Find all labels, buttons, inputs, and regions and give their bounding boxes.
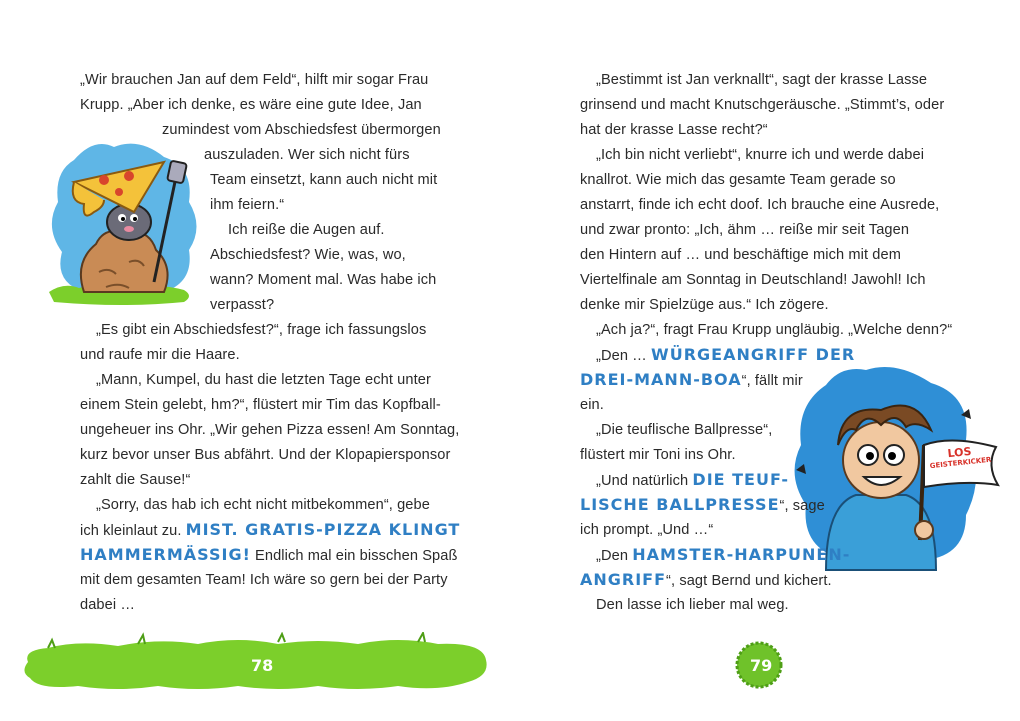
body-text: und raufe mir die Haare.	[80, 347, 240, 363]
text-line	[596, 595, 789, 615]
boy-flag-illustration	[786, 355, 1000, 575]
text-line	[580, 370, 803, 391]
text-line	[580, 445, 736, 465]
text-line	[596, 70, 927, 90]
text-line	[596, 470, 789, 491]
highlight-text: DREI-MANN-BOA	[580, 370, 742, 389]
text-line	[80, 470, 190, 490]
text-line	[580, 520, 713, 540]
flag-text: LOS GEISTERKICKER	[929, 444, 992, 471]
text-line	[210, 170, 437, 190]
body-text: denke mir Spielzüge aus.“ Ich zögere.	[580, 297, 829, 313]
body-text: „Sorry, das hab ich echt nicht mitbekommen“, gebe	[96, 497, 430, 513]
body-text: wann? Moment mal. Was habe ich	[210, 272, 437, 288]
body-text: „Den …	[596, 348, 652, 364]
body-text: ein.	[580, 397, 604, 413]
text-line	[96, 495, 430, 515]
text-line	[80, 520, 460, 541]
text-line	[204, 145, 410, 165]
text-line	[580, 270, 926, 290]
text-line	[596, 545, 850, 566]
text-line	[580, 570, 832, 591]
text-line	[80, 545, 458, 566]
body-text: „Bestimmt ist Jan verknallt“, sagt der krasse Lasse	[596, 72, 928, 88]
body-text: Den lasse ich lieber mal weg.	[596, 597, 789, 613]
mole-pizza-illustration	[44, 132, 204, 308]
body-text: knallrot. Wie mich das gesamte Team gerade so	[580, 172, 896, 188]
body-text: Viertelfinale am Sonntag in Deutschland! Jawohl! Ich	[580, 272, 926, 288]
text-line	[580, 195, 939, 215]
body-text: einem Stein gelebt, hm?“, flüstert mir Tim das Kopfball-	[80, 397, 441, 413]
body-text: mit dem gesamten Team! Ich wäre so gern bei der Party	[80, 572, 448, 588]
body-text: Team einsetzt, kann auch nicht mit	[210, 172, 438, 188]
text-line	[580, 245, 901, 265]
body-text: ich prompt. „Und …“	[580, 522, 714, 538]
body-text: „Ach ja?“, fragt Frau Krupp ungläubig. „Welche denn?“	[596, 322, 953, 338]
body-text: zahlt die Sause!“	[80, 472, 191, 488]
highlight-text: HAMSTER-HARPUNEN-	[632, 545, 851, 564]
text-line	[80, 445, 450, 465]
body-text: “, sagt Bernd und kichert.	[666, 573, 832, 589]
text-line	[210, 195, 284, 215]
text-line	[80, 395, 441, 415]
body-text: “, sage	[779, 498, 825, 514]
highlight-text: LISCHE BALLPRESSE	[580, 495, 780, 514]
text-line	[596, 145, 924, 165]
body-text: auszuladen. Wer sich nicht fürs	[204, 147, 410, 163]
body-text: „Und natürlich	[596, 473, 693, 489]
body-text: hat der krasse Lasse recht?“	[580, 122, 768, 138]
body-text: zumindest vom Abschiedsfest übermorgen	[162, 122, 441, 138]
body-text: kurz bevor unser Bus abfährt. Und der Klopapiersponsor	[80, 447, 451, 463]
body-text: Ich reiße die Augen auf.	[228, 222, 385, 238]
body-text: “, fällt mir	[741, 373, 803, 389]
body-text: dabei …	[80, 597, 136, 613]
body-text: und zwar pronto: „Ich, ähm … reiße mir seit Tagen	[580, 222, 910, 238]
body-text: „Die teuflische Ballpresse“,	[596, 422, 773, 438]
text-line	[596, 320, 952, 340]
body-text: ungeheuer ins Ohr. „Wir gehen Pizza essen! Am Sonntag,	[80, 422, 460, 438]
body-text: ihm feiern.“	[210, 197, 285, 213]
text-line	[96, 370, 431, 390]
text-line	[580, 495, 825, 516]
body-text: „Ich bin nicht verliebt“, knurre ich und werde dabei	[596, 147, 925, 163]
body-text: ich kleinlaut zu.	[80, 523, 186, 539]
text-line	[80, 570, 448, 590]
page-number-right: 79	[750, 656, 773, 675]
body-text: Abschiedsfest? Wie, was, wo,	[210, 247, 406, 263]
body-text: grinsend und macht Knutschgeräusche. „Stimmt’s, oder	[580, 97, 945, 113]
body-text: Krupp. „Aber ich denke, es wäre eine gute Idee, Jan	[80, 97, 422, 113]
body-text: „Es gibt ein Abschiedsfest?“, frage ich fassungslos	[96, 322, 427, 338]
highlight-text: HAMMERMÄSSIG!	[80, 545, 251, 564]
text-line	[228, 220, 385, 240]
text-line	[580, 220, 909, 240]
text-line	[80, 70, 428, 90]
text-line	[580, 395, 604, 415]
text-line	[596, 345, 855, 366]
text-line	[80, 345, 240, 365]
page-number-left: 78	[251, 656, 274, 675]
body-text: verpasst?	[210, 297, 275, 313]
body-text: anstarrt, finde ich echt doof. Ich brauche eine Ausrede,	[580, 197, 940, 213]
body-text: „Den	[596, 548, 633, 564]
body-text: Endlich mal ein bisschen Spaß	[250, 548, 458, 564]
text-line	[162, 120, 441, 140]
body-text: flüstert mir Toni ins Ohr.	[580, 447, 736, 463]
body-text: „Mann, Kumpel, du hast die letzten Tage echt unter	[96, 372, 431, 388]
body-text: „Wir brauchen Jan auf dem Feld“, hilft mir sogar Frau	[80, 72, 429, 88]
text-line	[210, 245, 406, 265]
highlight-text: DIE TEUF-	[692, 470, 790, 489]
text-line	[580, 120, 768, 140]
text-line	[96, 320, 426, 340]
text-line	[80, 595, 135, 615]
highlight-text: MIST. GRATIS-PIZZA KLINGT	[185, 520, 461, 539]
text-line	[580, 295, 829, 315]
text-line	[580, 95, 944, 115]
body-text: den Hintern auf … und beschäftige mich mit dem	[580, 247, 901, 263]
text-line	[596, 420, 772, 440]
text-line	[80, 420, 459, 440]
text-line	[210, 270, 436, 290]
highlight-text: WÜRGEANGRIFF DER	[651, 345, 856, 364]
text-line	[210, 295, 274, 315]
highlight-text: ANGRIFF	[580, 570, 667, 589]
text-line	[80, 95, 422, 115]
text-line	[580, 170, 896, 190]
